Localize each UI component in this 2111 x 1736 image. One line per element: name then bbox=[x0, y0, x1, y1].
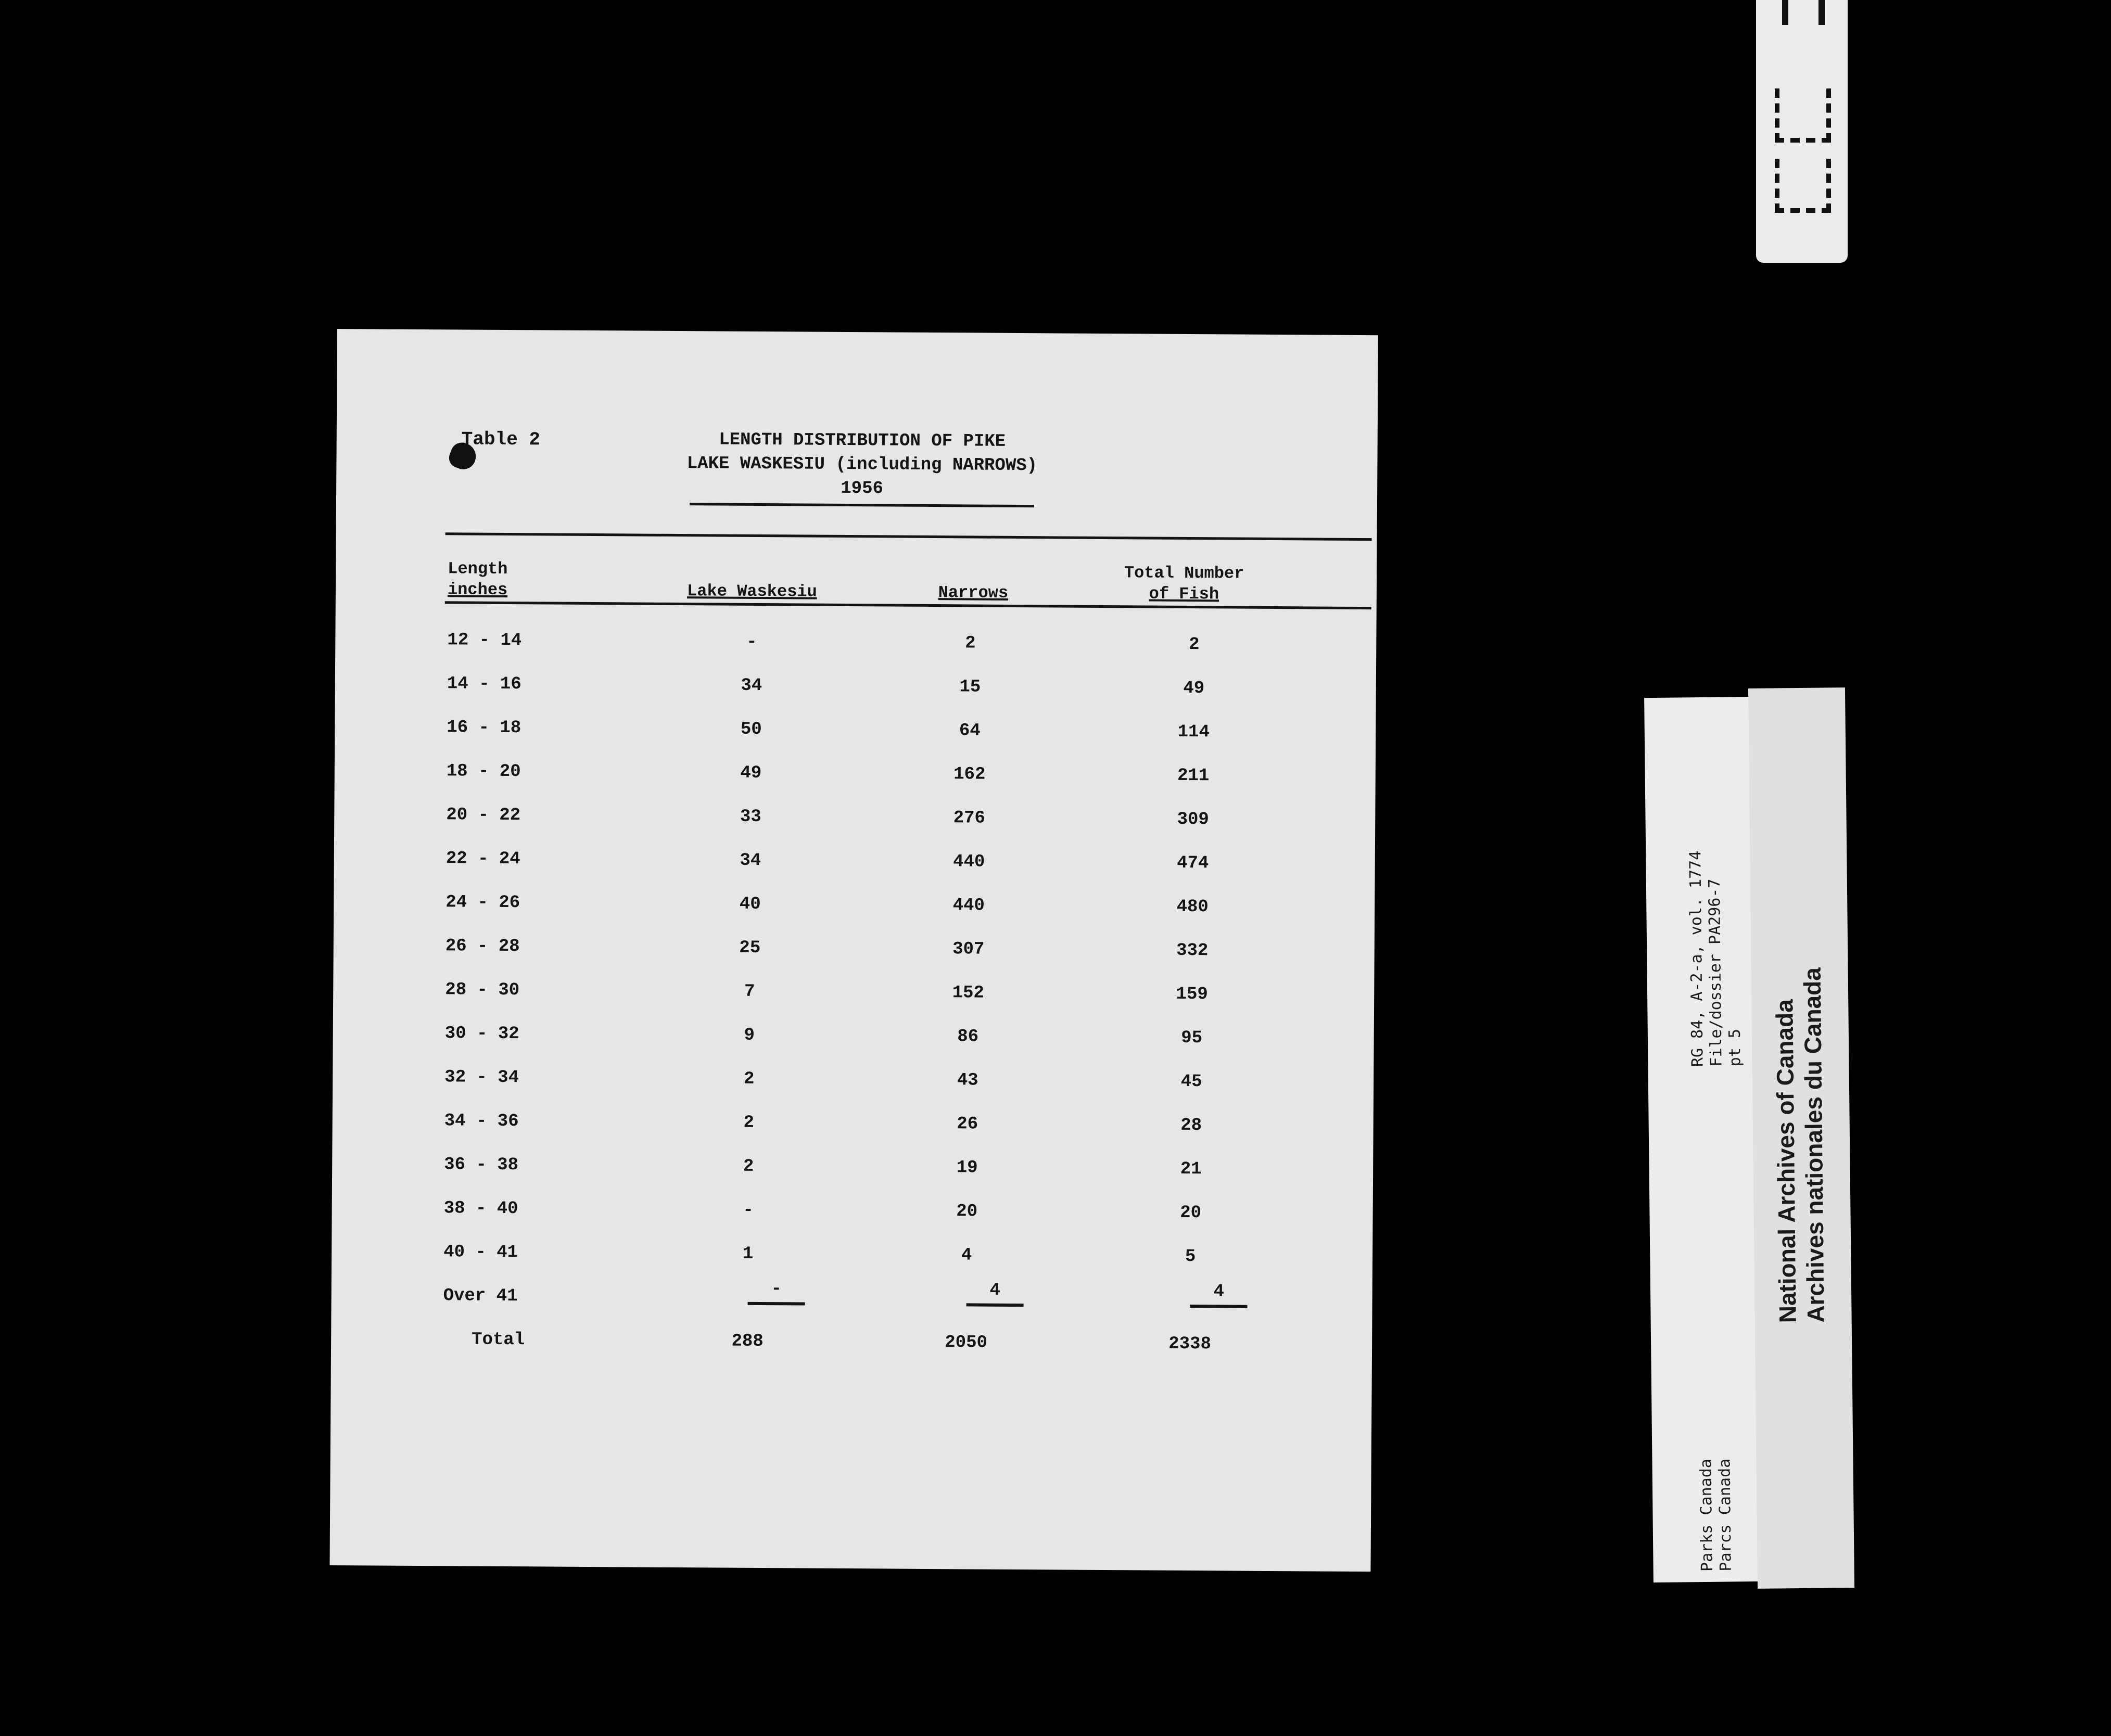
typed-table-sheet bbox=[329, 329, 1378, 1572]
header-total-line2: of Fish bbox=[1149, 584, 1219, 604]
title-year: 1956 bbox=[690, 476, 1034, 507]
cell-lake: 50 bbox=[740, 719, 762, 739]
cell-total: 4 bbox=[1190, 1279, 1248, 1308]
cell-narrows: 152 bbox=[952, 983, 984, 1003]
cell-narrows: 4 bbox=[967, 1277, 1024, 1307]
cell-length: 20 - 22 bbox=[446, 805, 521, 826]
cell-lake: 49 bbox=[740, 763, 762, 783]
cell-lake: 40 bbox=[739, 894, 761, 914]
table-row bbox=[333, 967, 1374, 1017]
table-row bbox=[334, 793, 1375, 843]
total-lake: 288 bbox=[731, 1331, 764, 1352]
table-row bbox=[335, 749, 1376, 799]
cell-lake: 25 bbox=[739, 938, 761, 958]
cell-narrows: 43 bbox=[957, 1070, 978, 1091]
table-row bbox=[331, 1273, 1372, 1323]
cell-total: 309 bbox=[1177, 809, 1209, 830]
table-row bbox=[334, 836, 1375, 886]
header-total bbox=[1106, 563, 1262, 605]
cell-total: 211 bbox=[1177, 765, 1210, 786]
table-row bbox=[332, 1142, 1373, 1192]
total-row bbox=[331, 1317, 1372, 1367]
cell-lake: 1 bbox=[742, 1244, 754, 1264]
parks-canada-label bbox=[1697, 1459, 1735, 1572]
cell-length: 18 - 20 bbox=[446, 761, 521, 782]
parks-en: Parks Canada bbox=[1697, 1459, 1716, 1572]
marker-tick bbox=[1818, 0, 1825, 25]
total-total: 2338 bbox=[1168, 1334, 1212, 1355]
table-number-label: Table 2 bbox=[461, 428, 541, 451]
cell-total: 21 bbox=[1180, 1159, 1202, 1180]
cell-total: 2 bbox=[1189, 635, 1200, 655]
cell-total: 20 bbox=[1180, 1203, 1202, 1223]
cell-total: 28 bbox=[1180, 1115, 1202, 1136]
cell-length: 36 - 38 bbox=[444, 1155, 519, 1176]
cell-lake: - bbox=[743, 1200, 754, 1220]
cell-lake: 2 bbox=[743, 1069, 755, 1089]
cell-narrows: 162 bbox=[953, 764, 986, 785]
archives-fr: Archives nationales du Canada bbox=[1798, 967, 1829, 1323]
cell-lake: 34 bbox=[741, 675, 762, 696]
cell-narrows: 440 bbox=[953, 852, 985, 872]
cell-narrows: 276 bbox=[953, 808, 986, 828]
archive-reference bbox=[1686, 850, 1745, 1067]
reference-line-3: pt 5 bbox=[1725, 1028, 1745, 1067]
cell-narrows: 4 bbox=[961, 1245, 972, 1266]
film-frame-marker bbox=[1756, 0, 1848, 263]
national-archives-label bbox=[1770, 967, 1830, 1323]
cell-length: 40 - 41 bbox=[443, 1242, 518, 1263]
table-row bbox=[333, 1011, 1374, 1061]
table-row bbox=[332, 1099, 1373, 1148]
archives-en: National Archives of Canada bbox=[1771, 999, 1801, 1323]
cell-length: 14 - 16 bbox=[447, 674, 522, 695]
cell-total-wrap bbox=[1138, 1278, 1242, 1302]
cell-length: 34 - 36 bbox=[444, 1111, 519, 1132]
cell-total: 49 bbox=[1183, 678, 1205, 699]
cell-narrows: 20 bbox=[956, 1202, 978, 1222]
title-line-1: LENGTH DISTRIBUTION OF PIKE bbox=[719, 430, 1006, 452]
cell-lake: - bbox=[748, 1276, 805, 1306]
cell-lake: 9 bbox=[744, 1025, 755, 1045]
cell-narrows: 64 bbox=[959, 721, 981, 741]
table-row bbox=[332, 1230, 1372, 1280]
title-line-2: LAKE WASKESIU (including NARROWS) bbox=[686, 454, 1038, 476]
cell-total: 114 bbox=[1177, 722, 1210, 743]
header-lake-waskesiu: Lake Waskesiu bbox=[686, 581, 817, 602]
table-row bbox=[334, 924, 1375, 974]
table-title bbox=[638, 428, 1086, 508]
marker-tick bbox=[1782, 0, 1788, 25]
cell-lake: - bbox=[746, 632, 757, 652]
marker-glyph bbox=[1775, 159, 1831, 213]
total-narrows: 2050 bbox=[945, 1333, 988, 1353]
cell-length: 32 - 34 bbox=[444, 1067, 519, 1088]
cell-lake: 2 bbox=[743, 1113, 755, 1133]
header-length bbox=[448, 558, 583, 601]
header-length-line1: Length bbox=[448, 559, 508, 579]
cell-lake: 2 bbox=[743, 1156, 754, 1177]
parks-fr: Parcs Canada bbox=[1715, 1458, 1735, 1572]
table-row bbox=[334, 880, 1375, 930]
cell-narrows: 86 bbox=[957, 1027, 979, 1047]
reference-line-1: RG 84, A-2-a, vol. 1774 bbox=[1686, 850, 1707, 1067]
cell-length: 38 - 40 bbox=[443, 1198, 518, 1219]
cell-lake: 7 bbox=[744, 981, 755, 1002]
cell-length: 26 - 28 bbox=[445, 936, 520, 957]
cell-total: 45 bbox=[1180, 1071, 1202, 1092]
table-body bbox=[331, 618, 1377, 1367]
cell-length: 28 - 30 bbox=[445, 980, 520, 1001]
cell-narrows: 15 bbox=[959, 677, 981, 697]
cell-total: 5 bbox=[1185, 1246, 1196, 1267]
cell-total: 95 bbox=[1181, 1028, 1203, 1049]
archive-reference-strip bbox=[1644, 697, 1762, 1582]
cell-total: 332 bbox=[1176, 940, 1209, 961]
cell-lake-wrap bbox=[696, 1275, 800, 1299]
table-row bbox=[335, 661, 1376, 711]
table-row bbox=[335, 618, 1376, 668]
header-length-line2: inches bbox=[447, 580, 508, 600]
cell-narrows: 2 bbox=[965, 633, 976, 654]
marker-glyph bbox=[1775, 88, 1831, 143]
cell-length: 16 - 18 bbox=[447, 718, 522, 738]
table-row bbox=[333, 1055, 1374, 1105]
cell-length: 22 - 24 bbox=[446, 849, 520, 870]
cell-narrows: 307 bbox=[952, 939, 985, 960]
cell-narrows: 19 bbox=[956, 1158, 978, 1178]
national-archives-strip bbox=[1748, 687, 1854, 1589]
cell-total: 474 bbox=[1177, 853, 1209, 874]
table-top-rule bbox=[446, 532, 1372, 541]
reference-line-2: File/dossier PA296-7 bbox=[1705, 878, 1726, 1067]
cell-length: 12 - 14 bbox=[447, 630, 522, 651]
cell-length: 30 - 32 bbox=[444, 1024, 519, 1044]
cell-narrows-wrap bbox=[914, 1277, 1019, 1300]
table-row bbox=[332, 1186, 1372, 1236]
cell-narrows: 440 bbox=[952, 896, 985, 916]
total-label: Total bbox=[472, 1330, 525, 1350]
cell-total: 480 bbox=[1176, 897, 1209, 917]
cell-total: 159 bbox=[1176, 984, 1208, 1005]
header-total-line1: Total Number bbox=[1124, 563, 1244, 583]
cell-lake: 34 bbox=[740, 850, 761, 871]
cell-length: Over 41 bbox=[443, 1286, 518, 1307]
cell-length: 24 - 26 bbox=[446, 892, 520, 913]
table-row bbox=[335, 705, 1376, 755]
cell-lake: 33 bbox=[740, 807, 761, 827]
cell-narrows: 26 bbox=[957, 1114, 978, 1134]
header-narrows: Narrows bbox=[938, 583, 1009, 603]
